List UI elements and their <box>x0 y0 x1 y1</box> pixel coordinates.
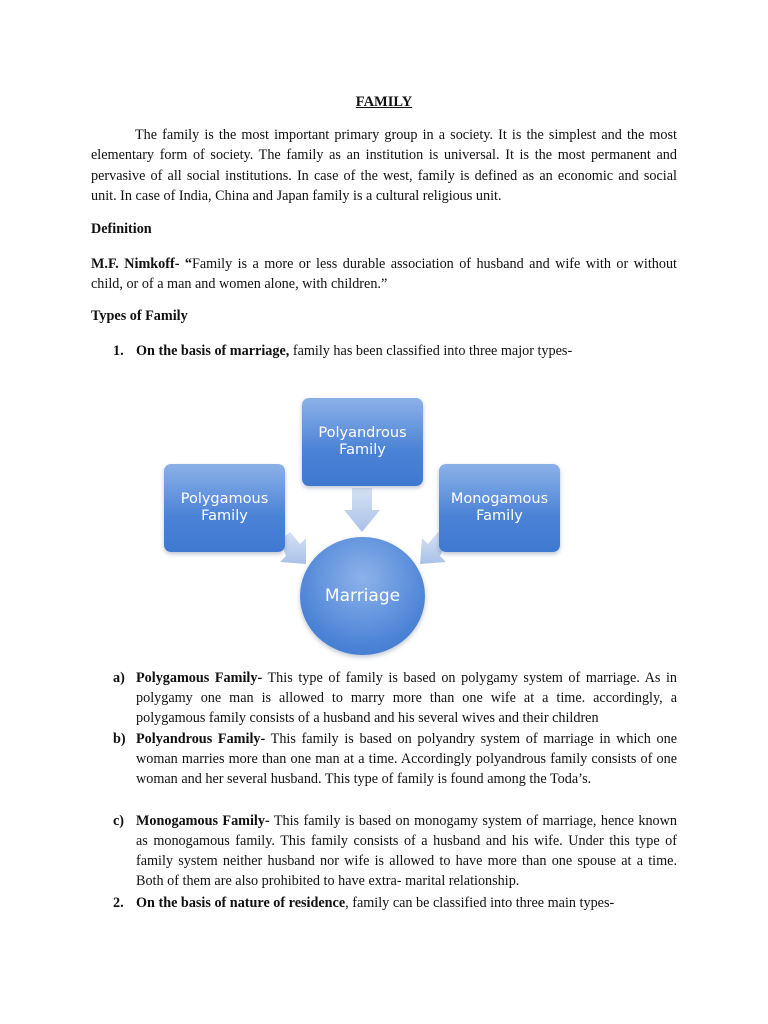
sub-b-text: This family is based on polyandry system of marriage in which one woman marries more than one man at a time. Accordingly polyandrous family consists of one woman and her several husband. This type of family is found among the Toda’s. <box>136 731 677 787</box>
diagram-node-monogamous: Monogamous Family <box>439 464 560 552</box>
definition-author: M.F. Nimkoff- “ <box>91 256 192 272</box>
sub-b-bold: Polyandrous Family- <box>136 731 266 747</box>
sub-marker-c: c) <box>113 813 125 829</box>
sub-item-c <box>113 811 677 891</box>
item1-bold: On the basis of marriage, <box>136 343 290 359</box>
intro-paragraph: The family is the most important primary group in a society. It is the simplest and the most elementary form of society. The family as an institution is universal. It is the most permanent and pervasive of all social institutions. In case of the west, family is defined as an economic and social unit. In case of India, China and Japan family is a cultural religious unit. <box>91 127 677 204</box>
diagram-node-polygamous: Polygamous Family <box>164 464 285 552</box>
sub-marker-b: b) <box>113 731 126 747</box>
diagram-node-marriage: Marriage <box>300 537 425 655</box>
page-title: FAMILY <box>355 94 413 110</box>
list-item-1 <box>113 341 677 361</box>
item1-text: family has been classified into three major types- <box>289 343 573 359</box>
list-item-2 <box>113 893 677 913</box>
item2-bold: On the basis of nature of residence <box>136 895 346 911</box>
arrow-top <box>344 488 380 532</box>
sub-item-b <box>113 729 677 789</box>
sub-a-bold: Polygamous Family- <box>136 670 263 686</box>
list-marker-1: 1. <box>113 343 124 359</box>
marriage-diagram <box>150 392 580 662</box>
definition-paragraph <box>91 254 677 295</box>
types-heading: Types of Family <box>91 308 188 324</box>
sub-marker-a: a) <box>113 670 125 686</box>
sub-c-text: This family is based on monogamy system of marriage, hence known as monogamous family. This family consists of a husband and his wife. Under this type of family system neither husband nor wife is allowed to have more than one spouse at a time. Both of them are also prohibited to have extra- marital relationship. <box>136 813 677 889</box>
diagram-node-polyandrous: Polyandrous Family <box>302 398 423 486</box>
sub-c-bold: Monogamous Family- <box>136 813 270 829</box>
sub-item-a <box>113 668 677 728</box>
definition-text: Family is a more or less durable association of husband and wife with or without child, or of a man and women alone, with children.” <box>91 256 677 293</box>
item2-text: , family can be classified into three main types- <box>345 895 615 911</box>
definition-heading: Definition <box>91 221 152 237</box>
list-marker-2: 2. <box>113 895 124 911</box>
sub-a-text: This type of family is based on polygamy system of marriage. As in polygamy one man is allowed to marry more than one wife at a time. accordingly, a polygamous family consists of a husband and his several wives and their children <box>136 670 677 726</box>
